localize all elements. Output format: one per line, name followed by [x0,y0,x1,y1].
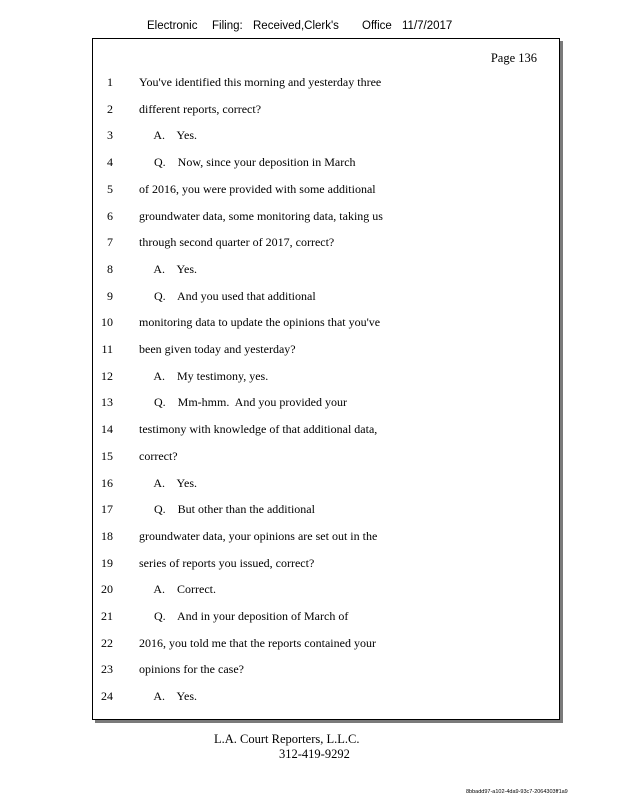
line-number: 1 [107,75,113,89]
line-text: You've identified this morning and yesterday three [139,75,382,89]
line-text: Q. But other than the additional [139,502,315,517]
line-number: 23 [101,662,113,677]
line-text: groundwater data, your opinions are set out in the [139,528,378,543]
line-text: Q. And in your deposition of March of [139,609,349,623]
line-number: 24 [101,689,113,704]
transcript-line [93,342,559,360]
line-text: Q. Mm-hmm. And you provided your [139,395,347,410]
transcript-line [93,235,559,253]
line-number: 7 [107,235,113,250]
line-number: 13 [101,395,113,410]
line-number: 5 [107,181,113,196]
transcript-line [93,529,559,547]
transcript-line [93,582,559,600]
filing-stamp-word: Office [362,20,392,32]
line-text: groundwater data, some monitoring data, taking us [139,208,383,223]
line-text: 2016, you told me that the reports contained your [139,635,376,650]
transcript-line [93,689,559,707]
transcript-line [93,556,559,574]
line-text: opinions for the case? [139,662,244,677]
transcript-line [93,102,559,120]
reporter-phone: 312-419-9292 [279,747,350,761]
line-text: series of reports you issued, correct? [139,555,315,570]
transcript-line [93,155,559,173]
transcript-line [93,422,559,440]
line-text: of 2016, you were provided with some additional [139,181,376,196]
line-number: 11 [101,342,113,356]
filing-stamp-date: 11/7/2017 [402,20,453,32]
line-number: 8 [107,261,113,276]
line-text: A. Yes. [139,128,198,143]
transcript-line [93,449,559,467]
line-number: 14 [101,422,113,437]
line-text: A. Yes. [139,261,198,276]
transcript-line [93,502,559,520]
filing-stamp-header [147,20,507,36]
transcript-page [92,38,560,720]
filing-stamp-word: Filing: [212,20,243,32]
line-text: A. Yes. [139,689,198,704]
transcript-line [93,182,559,200]
transcript-line [93,395,559,413]
line-text: through second quarter of 2017, correct? [139,235,335,250]
line-number: 6 [107,208,113,223]
transcript-line [93,128,559,146]
line-number: 2 [107,101,113,116]
line-number: 15 [101,448,113,463]
transcript-line [93,662,559,680]
line-number: 22 [101,635,113,650]
transcript-line [93,315,559,333]
transcript-line [93,75,559,93]
line-number: 12 [101,368,113,383]
line-number: 17 [101,502,113,517]
line-text: A. My testimony, yes. [139,368,269,383]
document-id: 8bbadd97-a102-4da9-93c7-2064303ff1a9 [466,789,568,795]
line-text: monitoring data to update the opinions that you've [139,315,381,330]
line-number: 20 [101,582,113,597]
transcript-line [93,476,559,494]
line-text: different reports, correct? [139,101,262,116]
page-number: Page 136 [490,51,537,65]
filing-stamp-word: Received,Clerk's [253,20,339,32]
line-text: been given today and yesterday? [139,342,296,356]
transcript-line [93,209,559,227]
line-number: 18 [101,528,113,543]
line-text: A. Correct. [139,582,216,597]
line-text: A. Yes. [139,475,198,490]
transcript-line [93,636,559,654]
filing-stamp-word: Electronic [147,20,198,32]
line-text: testimony with knowledge of that additional data, [139,422,378,437]
transcript-line [93,609,559,627]
line-number: 16 [101,475,113,490]
transcript-line [93,289,559,307]
reporter-company: L.A. Court Reporters, L.L.C. [214,732,360,746]
line-text: correct? [139,448,178,463]
line-text: Q. Now, since your deposition in March [139,155,356,170]
line-number: 3 [107,128,113,143]
line-text: Q. And you used that additional [139,288,316,303]
line-number: 4 [107,155,113,170]
line-number: 19 [101,555,113,570]
transcript-line [93,369,559,387]
line-number: 21 [101,609,113,623]
line-number: 10 [101,315,113,330]
line-number: 9 [107,288,113,303]
transcript-line [93,262,559,280]
